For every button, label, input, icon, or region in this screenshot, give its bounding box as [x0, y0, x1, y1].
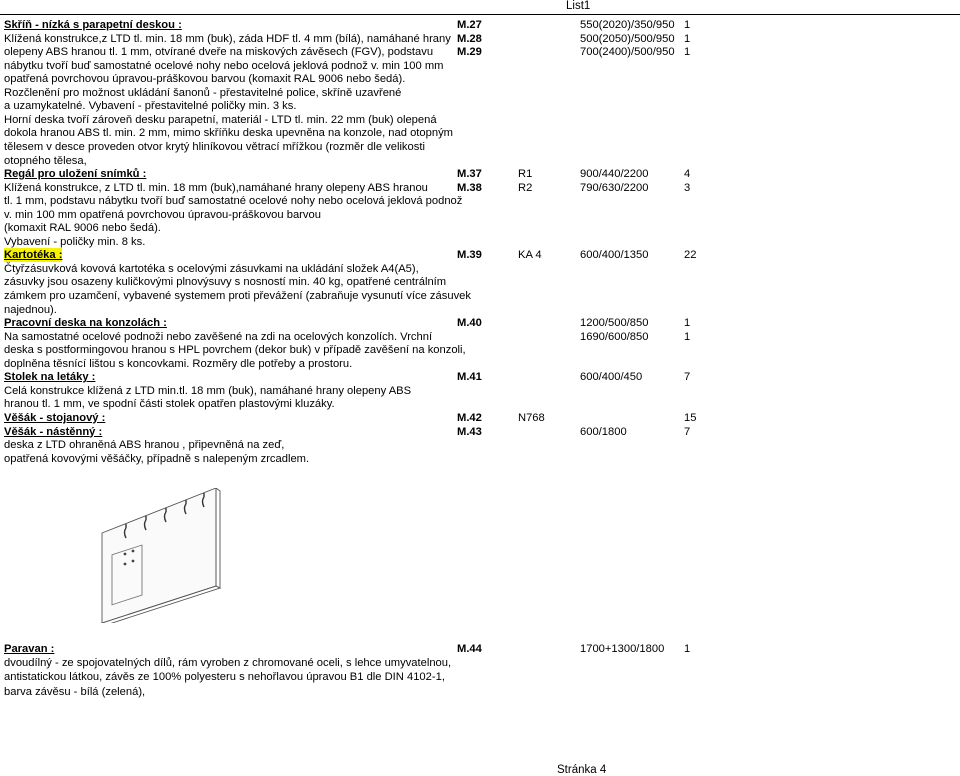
item-quantity: 7	[684, 371, 691, 384]
table-row	[0, 316, 960, 330]
table-row	[0, 384, 960, 398]
item-mark: M.42	[457, 411, 482, 424]
item-description: v. min 100 mm opatřená povrchovou úpravou-práškovou barvou	[4, 208, 321, 221]
item-description: Paravan :	[4, 643, 55, 655]
table-row	[0, 248, 960, 262]
table-row	[0, 235, 960, 249]
item-description: Věšák - nástěnný :	[4, 425, 103, 438]
item-description: Na samostatné ocelové podnoži nebo zavěšené na zdi na ocelových konzolích. Vrchní	[4, 330, 433, 343]
table-row	[0, 194, 960, 208]
item-description: deska s postformingovou hranou s HPL povrchem (dekor buk) v případě zavěšení na konzoli,	[4, 344, 466, 357]
item-description: dvoudílný - ze spojovatelných dílů, rám vyroben z chromované oceli, s lehce umyvatelnou,	[4, 657, 452, 670]
item-mark: M.39	[457, 249, 482, 262]
item-description: Pracovní deska na konzolách :	[4, 317, 167, 330]
item-dimensions: 790/630/2200	[580, 181, 649, 194]
item-quantity: 15	[684, 411, 697, 424]
item-quantity: 4	[684, 168, 691, 181]
item-mark: M.37	[457, 168, 482, 181]
item-description: barva závěsu - bílá (zelená),	[4, 685, 146, 698]
table-row	[0, 181, 960, 195]
item-code: R2	[518, 181, 533, 194]
table-row	[0, 45, 960, 59]
item-dimensions: 700(2400)/500/950	[580, 46, 675, 59]
item-dimensions: 600/400/450	[580, 371, 643, 384]
table-row	[0, 343, 960, 357]
item-description: olepeny ABS hranou tl. 1 mm, otvírané dveře na miskových závěsech (FGV), podstavu	[4, 46, 434, 59]
table-row	[0, 99, 960, 113]
sheet-name: List1	[566, 0, 591, 12]
table-row	[0, 303, 960, 317]
item-description: Věšák - stojanový :	[4, 411, 106, 424]
item-quantity: 1	[684, 643, 691, 655]
table-row	[0, 262, 960, 276]
table-row	[0, 685, 960, 699]
item-dimensions: 550(2020)/350/950	[580, 19, 675, 31]
item-description: najednou).	[4, 303, 57, 316]
table-row	[0, 438, 960, 452]
item-description: zámkem pro uzamčení, vybavené systemem proti převážení (zabraňuje vysunutí více zásuvek	[4, 290, 471, 302]
item-description: antistatickou látkou, závěs ze 100% polyesteru s nehořlavou úpravou B1 dle DIN 4102-1,	[4, 671, 445, 684]
item-dimensions: 1700+1300/1800	[580, 643, 665, 655]
table-row	[0, 425, 960, 439]
table-row	[0, 411, 960, 425]
table-row	[0, 126, 960, 140]
item-description: opatřená povrchovou úpravou-práškovou barvou (komaxit RAL 9006 nebo šedá).	[4, 73, 406, 86]
table-row	[0, 452, 960, 466]
item-dimensions: 1200/500/850	[580, 317, 649, 330]
table-row	[0, 167, 960, 181]
item-description: Horní deska tvoří zároveň desku parapetní, materiál - LTD tl. min. 22 mm (buk) olepená	[4, 113, 437, 126]
table-row	[0, 59, 960, 73]
item-code: R1	[518, 168, 533, 181]
table-row	[0, 357, 960, 371]
item-description: Skříň - nízká s parapetní deskou :	[4, 19, 182, 31]
item-dimensions: 500(2050)/500/950	[580, 32, 675, 45]
page-number: Stránka 4	[557, 764, 607, 776]
item-mark: M.40	[457, 317, 482, 330]
table-row	[0, 18, 960, 32]
item-description: Stolek na letáky :	[4, 371, 96, 384]
header-rule	[0, 14, 960, 15]
table-row	[0, 32, 960, 46]
item-quantity: 1	[684, 330, 691, 343]
item-code: N768	[518, 411, 545, 424]
item-dimensions: 1690/600/850	[580, 330, 649, 343]
item-quantity: 22	[684, 249, 697, 262]
item-description: Kartotéka :	[4, 249, 63, 262]
item-quantity: 1	[684, 32, 691, 45]
item-dimensions: 900/440/2200	[580, 168, 649, 181]
item-quantity: 1	[684, 19, 691, 31]
item-description: Rozčlenění pro možnost ukládání šanonů - přestavitelné police, skříně uzavřené	[4, 86, 402, 99]
table-row	[0, 140, 960, 154]
table-row	[0, 642, 960, 656]
item-description: Regál pro uložení snímků :	[4, 168, 147, 181]
item-description: deska z LTD ohraněná ABS hranou , připevněná na zeď,	[4, 439, 285, 452]
item-description: doplněna těsnící lištou s koncovkami. Rozměry dle potřeby a prostoru.	[4, 357, 353, 370]
table-row	[0, 113, 960, 127]
item-mark: M.29	[457, 46, 482, 59]
item-quantity: 7	[684, 425, 691, 438]
item-description: dokola hranou ABS tl. min. 2 mm, mimo skříňku deska upevněna na konzole, nad otopným	[4, 127, 453, 140]
item-description: zásuvky jsou osazeny kuličkovými plnovýsuvy s nosností min. 40 kg, opatřené centrálním	[4, 276, 447, 289]
item-description: tl. 1 mm, podstavu nábytku tvoří buď samostatné ocelové nohy nebo ocelová jeklová podnož	[4, 195, 463, 208]
table-row	[0, 154, 960, 168]
table-row	[0, 289, 960, 303]
item-description: (komaxit RAL 9006 nebo šedá).	[4, 222, 161, 235]
item-description: tělesem v desce proveden otvor krytý hliníkovou větrací mřížkou (rozměr dle velikosti	[4, 140, 425, 153]
table-row	[0, 86, 960, 100]
item-dimensions: 600/1800	[580, 425, 627, 438]
item-description: Klížená konstrukce,z LTD tl. min. 18 mm (buk), záda HDF tl. 4 mm (bílá), namáhané hrany	[4, 32, 451, 45]
item-mark: M.27	[457, 19, 482, 31]
item-description: a uzamykatelné. Vybavení - přestavitelné poličky min. 3 ks.	[4, 100, 297, 113]
table-row	[0, 370, 960, 384]
item-description: nábytku tvoří buď samostatné ocelové nohy nebo ocelová jeklová podnož v. min 100 mm	[4, 59, 444, 72]
table-row	[0, 670, 960, 684]
table-row	[0, 72, 960, 86]
item-description: otopného tělesa,	[4, 154, 87, 167]
item-description: Vybavení - poličky min. 8 ks.	[4, 235, 146, 248]
item-quantity: 1	[684, 46, 691, 59]
item-description: Klížená konstrukce, z LTD tl. min. 18 mm (buk),namáhané hrany olepeny ABS hranou	[4, 181, 428, 194]
table-row	[0, 275, 960, 289]
item-mark: M.28	[457, 32, 482, 45]
table-row	[0, 397, 960, 411]
item-mark: M.41	[457, 371, 482, 384]
item-description: Celá konstrukce klížená z LTD min.tl. 18 mm (buk), namáhané hrany olepeny ABS	[4, 384, 412, 397]
item-code: KA 4	[518, 249, 542, 262]
item-description: Čtyřzásuvková kovová kartotéka s ocelovými zásuvkami na ukládání složek A4(A5),	[4, 262, 419, 275]
item-mark: M.43	[457, 425, 482, 438]
item-description: hranou tl. 1 mm, ve spodní části stolek opatřen plastovými kluzáky.	[4, 398, 335, 411]
item-description: opatřená kovovými věšáčky, případně s nalepeným zrcadlem.	[4, 452, 310, 465]
table-row	[0, 656, 960, 670]
item-quantity: 3	[684, 181, 691, 194]
item-mark: M.44	[457, 643, 482, 655]
item-mark: M.38	[457, 181, 482, 194]
table-row	[0, 208, 960, 222]
table-row	[0, 221, 960, 235]
item-dimensions: 600/400/1350	[580, 249, 649, 262]
item-quantity: 1	[684, 317, 691, 330]
coat-rack-illustration	[96, 488, 226, 623]
table-row	[0, 330, 960, 344]
